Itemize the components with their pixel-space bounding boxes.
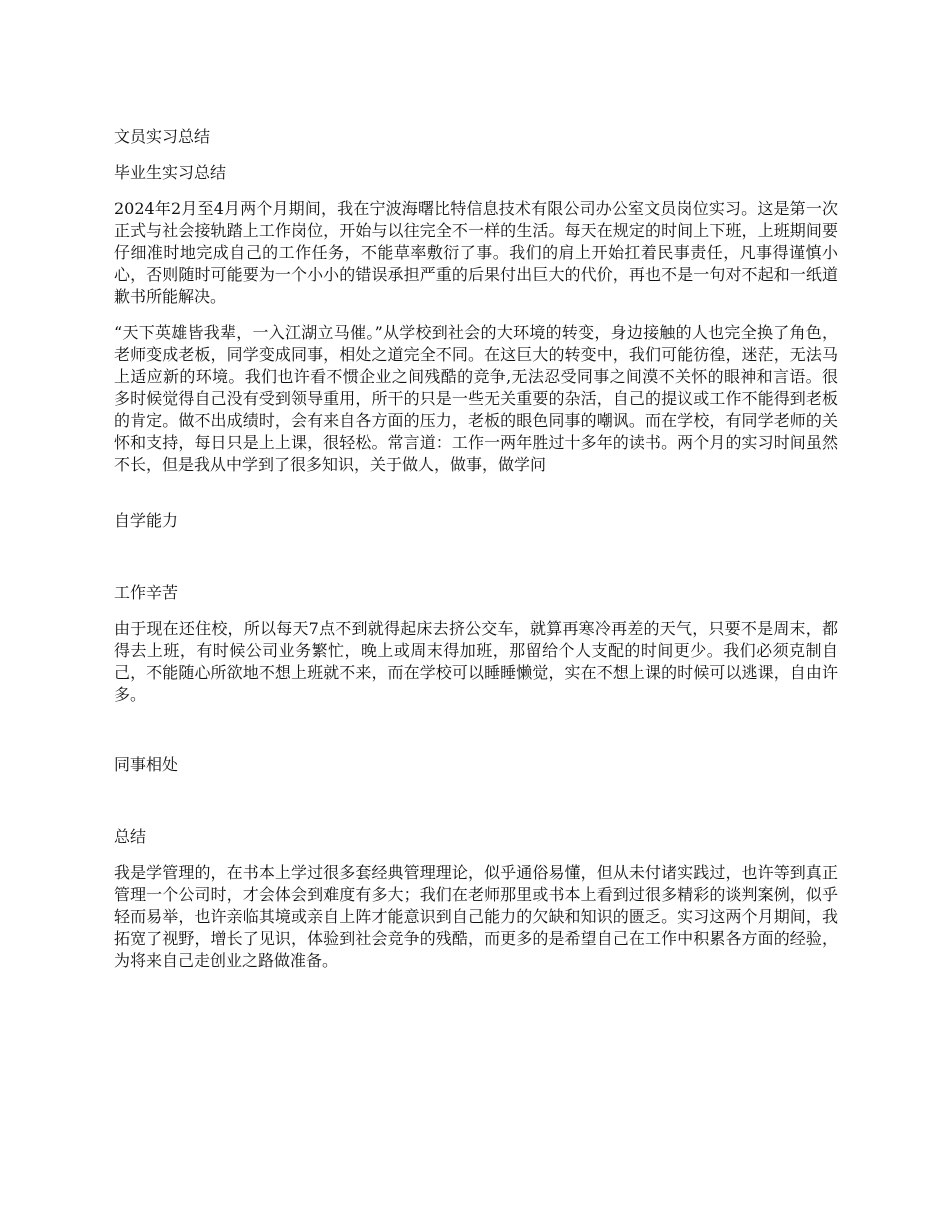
paragraph-transition: “天下英雄皆我辈，一入江湖立马催。”从学校到社会的大环境的转变，身边接触的人也完全换了角色，老师变成老板，同学变成同事，相处之道完全不同。在这巨大的转变中，我们可能彷徨，迷茫，无法马上适应新的环境。我们也许看不惯企业之间残酷的竞争,无法忍受同事之间漠不关怀的眼神和言语。很多时候觉得自己没有受到领导重用，所干的只是一些无关重要的杂活，自己的提议或工作不能得到老板的肯定。做不出成绩时，会有来自各方面的压力，老板的眼色同事的嘲讽。而在学校，有同学老师的关怀和支持，每日只是上上课，很轻松。常言道：工作一两年胜过十多年的读书。两个月的实习时间虽然不长，但是我从中学到了很多知识，关于做人，做事，做学问 (114, 323, 838, 474)
document-title: 文员实习总结 (114, 127, 211, 146)
document-subtitle: 毕业生实习总结 (114, 163, 227, 182)
paragraph-summary: 我是学管理的，在书本上学过很多套经典管理理论，似乎通俗易懂，但从未付诸实践过，也许等到真正管理一个公司时，才会体会到难度有多大；我们在老师那里或书本上看到过很多精彩的谈判案例，似乎轻而易举，也许亲临其境或亲自上阵才能意识到自己能力的欠缺和知识的匮乏。实习这两个月期间，我拓宽了视野，增长了见识，体验到社会竞争的残酷，而更多的是希望自己在工作中积累各方面的经验，为将来自己走创业之路做准备。 (114, 863, 838, 970)
heading-hard-work: 工作辛苦 (114, 583, 179, 602)
heading-colleagues: 同事相处 (114, 755, 179, 774)
paragraph-intro: 2024年2月至4月两个月期间，我在宁波海曙比特信息技术有限公司办公室文员岗位实习。这是第一次正式与社会接轨踏上工作岗位，开始与以往完全不一样的生活。每天在规定的时间上下班，上班期间要仔细准时地完成自己的工作任务，不能草率敷衍了事。我们的肩上开始扛着民事责任，凡事得谨慎小心，否则随时可能要为一个小小的错误承担严重的后果付出巨大的代价，再也不是一句对不起和一纸道歉书所能解决。 (114, 199, 838, 306)
heading-summary: 总结 (114, 827, 147, 846)
paragraph-hard-work: 由于现在还住校，所以每天7点不到就得起床去挤公交车，就算再寒冷再差的天气，只要不是周末，都得去上班，有时候公司业务繁忙，晚上或周末得加班，那留给个人支配的时间更少。我们必须克制自己，不能随心所欲地不想上班就不来，而在学校可以睡睡懒觉，实在不想上课的时候可以逃课，自由许多。 (114, 619, 838, 704)
heading-self-learning: 自学能力 (114, 511, 179, 530)
